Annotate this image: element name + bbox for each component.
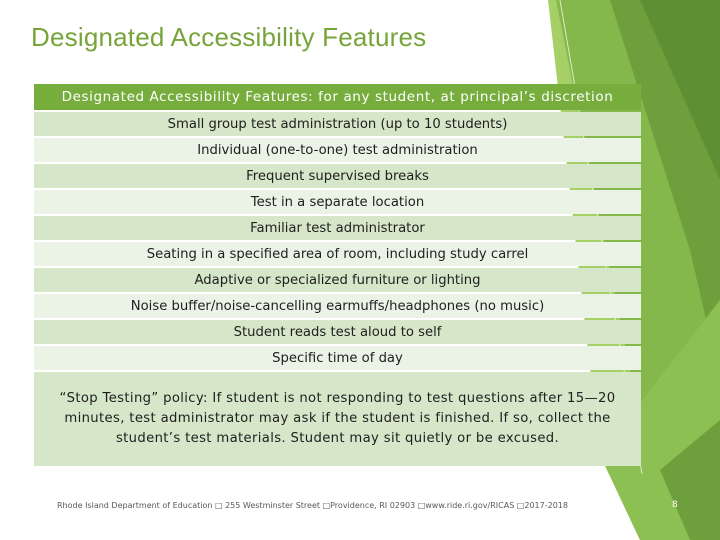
page-title: Designated Accessibility Features	[31, 22, 427, 52]
table-row: Individual (one-to-one) test administration	[34, 138, 641, 162]
table-row: Small group test administration (up to 10 students)	[34, 112, 641, 136]
table-row: Adaptive or specialized furniture or lighting	[34, 268, 641, 292]
table-row: Frequent supervised breaks	[34, 164, 641, 188]
table-row: Familiar test administrator	[34, 216, 641, 240]
stop-testing-policy-note: “Stop Testing” policy: If student is not responding to test questions after 15—20 minutes, test administrator may ask if the student is finished. If so, collect the student’s test materials. Student may sit quietly or be excused.	[34, 372, 641, 466]
table-row: Noise buffer/noise-cancelling earmuffs/headphones (no music)	[34, 294, 641, 318]
slide-footer: Rhode Island Department of Education □ 255 Westminster Street □Providence, RI 02903 □www.ride.ri.gov/RICAS □2017-2018	[57, 501, 568, 510]
table-row: Test in a separate location	[34, 190, 641, 214]
page-number: 8	[672, 500, 678, 510]
table-row: Specific time of day	[34, 346, 641, 370]
table-row: Student reads test aloud to self	[34, 320, 641, 344]
accessibility-features-table	[34, 84, 641, 468]
table-row: Seating in a specified area of room, including study carrel	[34, 242, 641, 266]
table-header: Designated Accessibility Features: for any student, at principal’s discretion	[34, 84, 641, 110]
